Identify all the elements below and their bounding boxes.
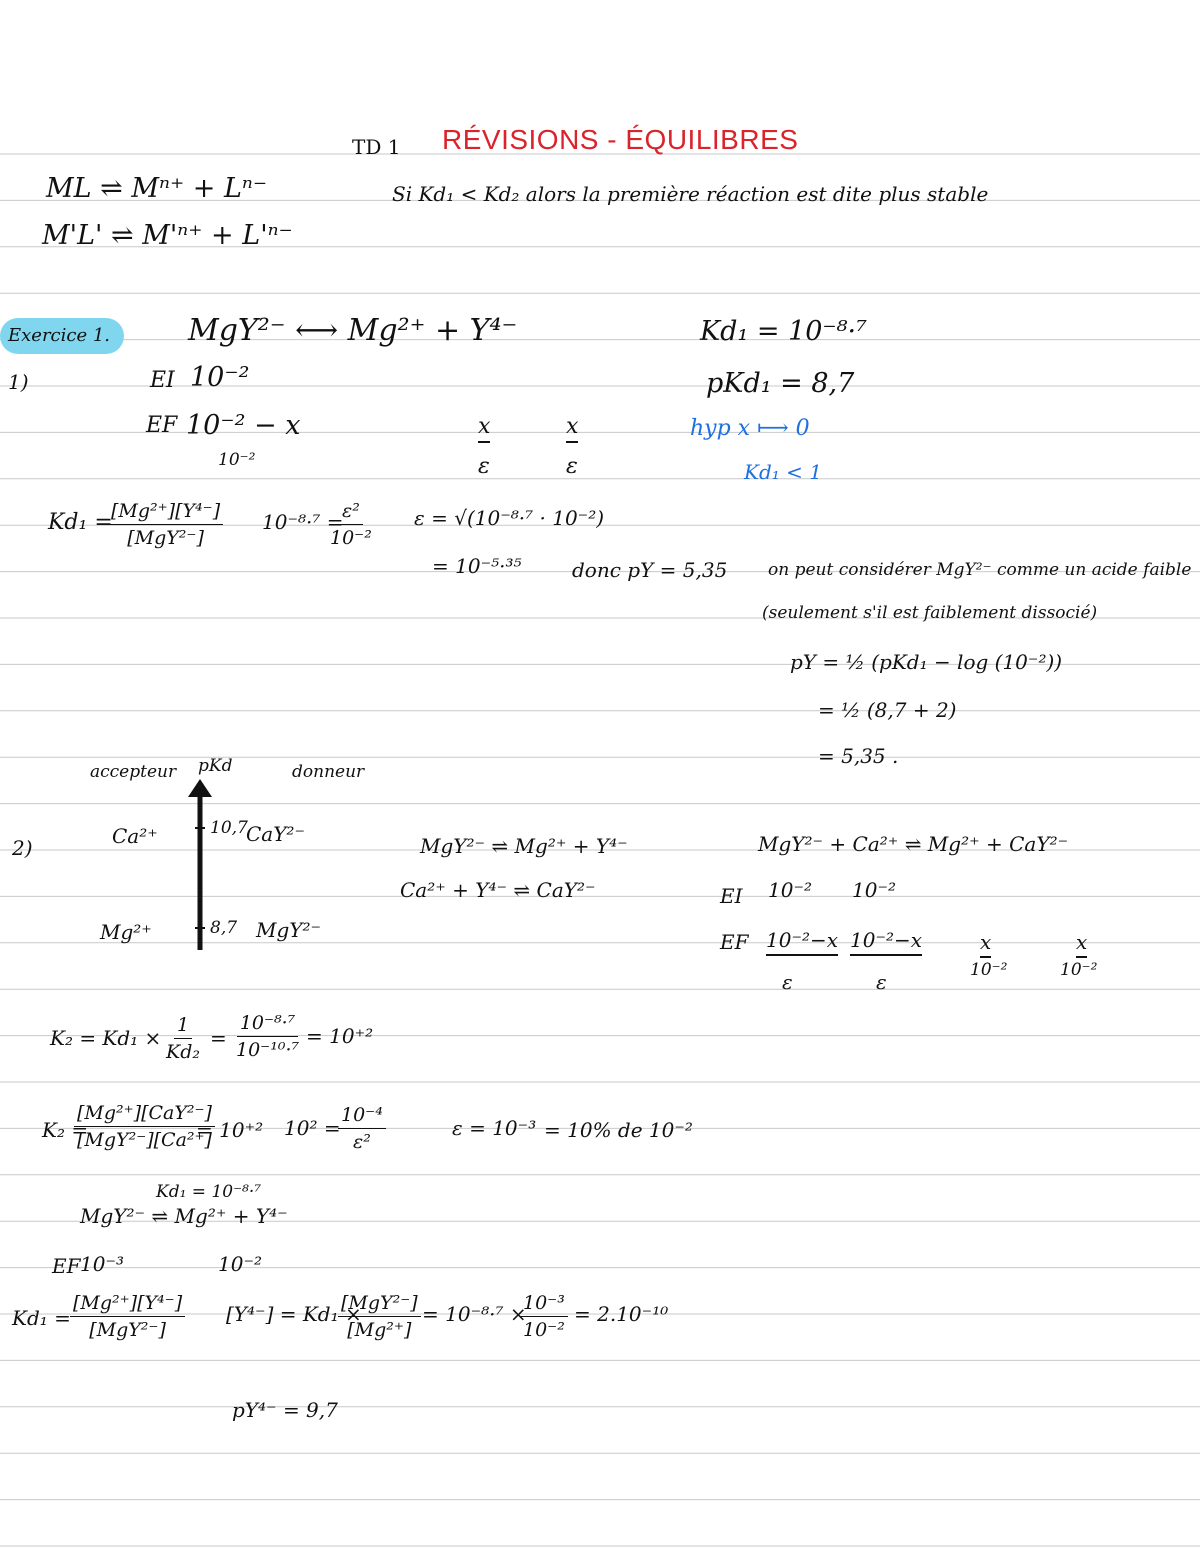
- part2-ef-4b: 10⁻²: [1060, 960, 1098, 980]
- ef2-left: 10⁻³: [80, 1252, 125, 1276]
- part1-py-result: donc pY = 5,35: [572, 558, 728, 582]
- kd1-fraction: [70, 1292, 185, 1341]
- part1-note-line1: on peut considérer MgY²⁻ comme un acide faible: [768, 560, 1192, 580]
- y-conc-value-fraction: [520, 1292, 568, 1341]
- y-conc-val-den: 10⁻²: [523, 1319, 565, 1341]
- part1-py-final: = 5,35 .: [818, 744, 899, 768]
- k2c-num: 10⁻⁴: [338, 1104, 386, 1129]
- scale-top-label: pKd: [198, 756, 233, 776]
- part2-py-final: pY⁴⁻ = 9,7: [232, 1398, 338, 1422]
- k2c-fraction: [338, 1104, 386, 1153]
- part1-col-mg-bottom: ε: [478, 454, 490, 479]
- part1-kd-eq-den: 10⁻²: [330, 527, 372, 549]
- k2-result: = 10⁺²: [306, 1024, 374, 1048]
- scale-tick-1: 10,7: [210, 818, 248, 838]
- part1-kd-expr-label: Kd₁ =: [48, 510, 113, 535]
- scale-donor-2: MgY²⁻: [256, 918, 322, 942]
- y-conc-label: [Y⁴⁻] = Kd₁ ×: [226, 1302, 362, 1326]
- k2-val-den: 10⁻¹⁰·⁷: [236, 1039, 300, 1061]
- part1-kd-fraction: [108, 500, 223, 549]
- kd1-den: [MgY²⁻]: [89, 1319, 166, 1341]
- scale-acceptor-2: Mg²⁺: [100, 920, 152, 944]
- y-conc-val-num: 10⁻³: [520, 1292, 568, 1317]
- part2-ef-3b: 10⁻²: [970, 960, 1008, 980]
- part1-reaction: MgY²⁻ ⟷ Mg²⁺ + Y⁴⁻: [188, 313, 518, 348]
- part2-ei-label: EI: [720, 884, 743, 908]
- part2-ef-1: 10⁻²−x: [766, 930, 838, 950]
- scale-right-label: donneur: [292, 762, 365, 782]
- part1-note-line2: (seulement s'il est faiblement dissocié): [762, 603, 1098, 623]
- part1-py-step: = ½ (8,7 + 2): [818, 698, 957, 722]
- part2-ef-3: x: [980, 932, 991, 952]
- part1-ef-approx: 10⁻²: [218, 450, 256, 470]
- y-conc-result: = 2.10⁻¹⁰: [574, 1302, 669, 1326]
- part1-kd-value: Kd₁ = 10⁻⁸·⁷: [700, 316, 867, 347]
- part1-ef-value: 10⁻² − x: [186, 410, 301, 441]
- part1-ef-label: EF: [146, 413, 178, 438]
- y-conc-fraction: [338, 1292, 421, 1341]
- k2c-left: 10² =: [284, 1116, 341, 1140]
- part2-ef-1b: ε: [782, 970, 793, 994]
- part1-epsilon-expr: ε = √(10⁻⁸·⁷ · 10⁻²): [414, 506, 605, 530]
- k2b-den: [MgY²⁻][Ca²⁺]: [77, 1129, 212, 1151]
- part1-kd-eq-fraction: [330, 500, 372, 549]
- part2-ef-4: x: [1076, 932, 1087, 952]
- section-tag: TD 1: [352, 135, 401, 159]
- part2-ef-2: 10⁻²−x: [850, 930, 922, 950]
- dissoc-k: Kd₁ = 10⁻⁸·⁷: [156, 1182, 262, 1202]
- scale-tick-2: 8,7: [210, 918, 238, 938]
- scale-donor-1: CaY²⁻: [246, 822, 306, 846]
- part1-hypothesis: hyp x ⟼ 0: [690, 416, 810, 441]
- part1-epsilon-value: = 10⁻⁵·³⁵: [432, 554, 522, 578]
- part2-reaction-b: Ca²⁺ + Y⁴⁻ ⇌ CaY²⁻: [400, 878, 596, 902]
- part1-kd-eq-num: ε²: [339, 500, 363, 525]
- intro-equation-2: M'L' ⇌ M'ⁿ⁺ + L'ⁿ⁻: [42, 220, 293, 251]
- ef2-label: EF: [52, 1254, 81, 1278]
- part2-ei-2: 10⁻²: [852, 878, 897, 902]
- intro-equation-1: ML ⇌ Mⁿ⁺ + Lⁿ⁻: [46, 173, 268, 204]
- k2b-label: K₂ =: [42, 1118, 89, 1142]
- part1-kd-den: [MgY²⁻]: [127, 527, 204, 549]
- k2-label: K₂ = Kd₁ ×: [50, 1026, 162, 1050]
- part1-pkd-value: pKd₁ = 8,7: [706, 368, 855, 399]
- k2b-result: = 10⁺²: [196, 1118, 264, 1142]
- part1-kd-small: Kd₁ < 1: [744, 460, 822, 484]
- part1-number: 1): [8, 370, 29, 394]
- part2-global-reaction: MgY²⁻ + Ca²⁺ ⇌ Mg²⁺ + CaY²⁻: [758, 832, 1069, 856]
- part1-col-y-bottom: ε: [566, 454, 578, 479]
- part2-ef-2b: ε: [876, 970, 887, 994]
- part1-kd-num: [Mg²⁺][Y⁴⁻]: [108, 500, 223, 525]
- part1-kd-eq-left: 10⁻⁸·⁷ =: [262, 510, 344, 534]
- part1-ei-value: 10⁻²: [190, 362, 250, 393]
- k2-eq: =: [210, 1026, 227, 1050]
- k2-value-fraction: [236, 1012, 299, 1061]
- part2-ei-1: 10⁻²: [768, 878, 813, 902]
- k2-frac-num: 1: [174, 1014, 192, 1039]
- ef2-mid: 10⁻²: [218, 1252, 263, 1276]
- y-conc-num: [MgY²⁻]: [338, 1292, 421, 1317]
- k2b-fraction: [74, 1102, 215, 1151]
- part1-col-y-top: x: [566, 416, 578, 438]
- kd1-label: Kd₁ =: [12, 1306, 71, 1330]
- exercise-badge: Exercice 1.: [0, 318, 124, 354]
- k2-val-num: 10⁻⁸·⁷: [237, 1012, 298, 1037]
- page-title: RÉVISIONS - ÉQUILIBRES: [442, 124, 799, 155]
- scale-acceptor-1: Ca²⁺: [112, 824, 158, 848]
- part2-number: 2): [12, 836, 33, 860]
- k2-frac-den: Kd₂: [166, 1041, 200, 1063]
- y-conc-eq: = 10⁻⁸·⁷ ×: [422, 1302, 527, 1326]
- dissoc-reaction: MgY²⁻ ⇌ Mg²⁺ + Y⁴⁻: [80, 1204, 288, 1228]
- scale-left-label: accepteur: [90, 762, 177, 782]
- k2b-num: [Mg²⁺][CaY²⁻]: [74, 1102, 215, 1127]
- k2-inverse-fraction: [166, 1014, 200, 1063]
- epsilon-percent: = 10% de 10⁻²: [544, 1118, 693, 1142]
- k2c-den: ε²: [353, 1131, 371, 1153]
- part1-ei-label: EI: [150, 368, 175, 393]
- kd1-num: [Mg²⁺][Y⁴⁻]: [70, 1292, 185, 1317]
- epsilon-result: ε = 10⁻³: [452, 1116, 537, 1140]
- intro-remark: Si Kd₁ < Kd₂ alors la première réaction est dite plus stable: [392, 182, 989, 206]
- y-conc-den: [Mg²⁺]: [347, 1319, 412, 1341]
- part1-col-mg-top: x: [478, 416, 490, 438]
- part2-reaction-a: MgY²⁻ ⇌ Mg²⁺ + Y⁴⁻: [420, 834, 628, 858]
- part1-py-formula: pY = ½ (pKd₁ − log (10⁻²)): [790, 650, 1063, 674]
- part2-ef-label: EF: [720, 930, 749, 954]
